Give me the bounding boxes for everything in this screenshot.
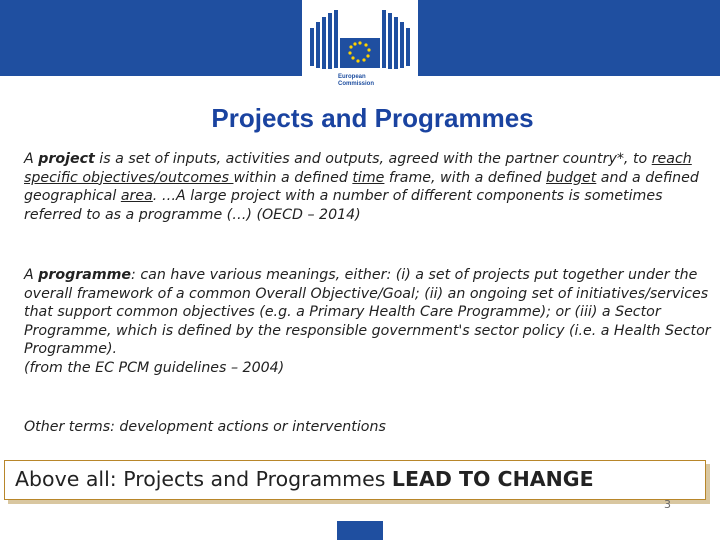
project-text-a: is a set of inputs, activities and outputs, agreed with the partner country*, to	[94, 151, 652, 167]
programme-intro: A	[24, 267, 39, 283]
lead-to-change-banner	[4, 460, 706, 500]
budget-underlined: budget	[545, 169, 597, 186]
project-text-c: frame, with a defined	[384, 169, 546, 186]
banner-emphasis: LEAD TO CHANGE	[391, 467, 594, 491]
other-terms: Other terms: development actions or interventions	[24, 419, 386, 435]
project-text-b: within a defined	[233, 169, 353, 186]
banner-prefix: Above all: Projects and Programmes	[15, 467, 392, 491]
logo-text-line1: European	[338, 74, 366, 80]
programme-text: : can have various meanings, either: (i) a set of projects put together under the overall framework of a common Overall Objective/Goal; (ii) an ongoing set of initiatives/services that support common objectives (e.g. a Primary Health Care Programme); or (iii) a Sector Programme, which is defined by the responsible government's sector policy (i.e. a Health Sector Programme).	[24, 267, 711, 357]
project-definition	[24, 150, 720, 224]
bottom-tab	[337, 521, 383, 540]
project-term: project	[38, 151, 95, 167]
project-text-d: and a defined geographical	[24, 169, 699, 204]
programme-source: (from the EC PCM guidelines – 2004)	[24, 359, 285, 376]
page-title: Projects and Programmes	[211, 103, 534, 133]
page-number: 3	[664, 498, 671, 511]
banner-text	[15, 467, 594, 491]
project-intro: A	[24, 151, 39, 167]
project-text-e: . …A large project with a number of different components is sometimes referred to as a programme (…) (OECD – 2014)	[24, 188, 663, 223]
area-underlined: area	[120, 188, 153, 204]
logo-text	[338, 74, 374, 88]
time-underlined: time	[352, 169, 385, 186]
european-commission-logo	[302, 0, 418, 98]
objectives-underlined: reach specific objectives/outcomes	[24, 151, 692, 186]
logo-text-line2: Commission	[338, 81, 375, 87]
programme-definition	[24, 266, 720, 377]
programme-term: programme	[38, 267, 132, 283]
